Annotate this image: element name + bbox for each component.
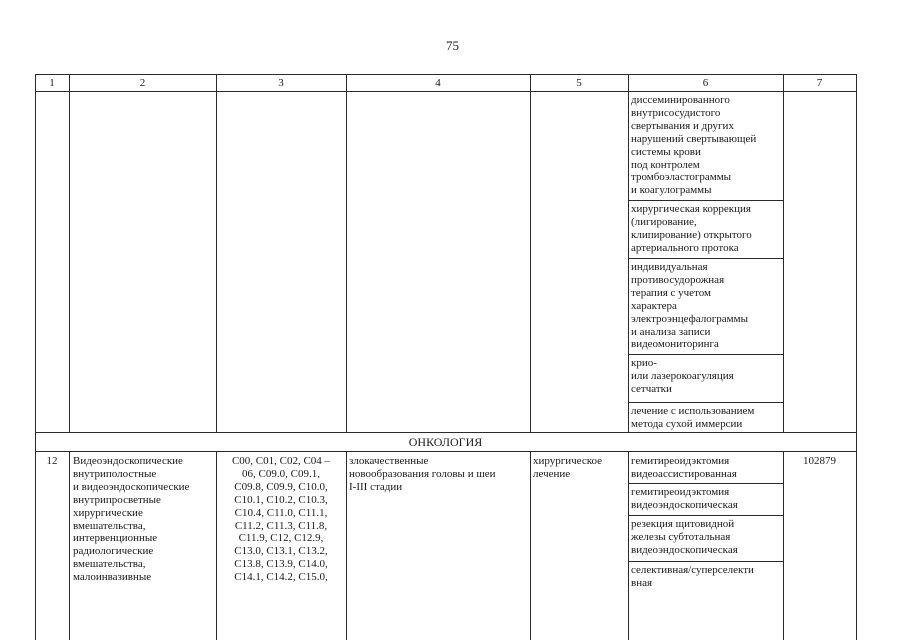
column-header-5: 5 [576, 77, 582, 89]
column-header-4: 4 [435, 77, 441, 89]
page-number: 75 [446, 38, 459, 53]
patient-model: злокачественные новообразования головы и шеи I-III стадии [349, 455, 496, 493]
method-cell: хирургическая коррекция (лигирование, клипирование) открытого артериального протока [631, 203, 752, 254]
column-header-7: 7 [816, 77, 823, 89]
method-cell: крио- или лазерокоагуляция сетчатки [631, 357, 734, 395]
method-cell: гемитиреоидэктомия видеоассистированная [631, 455, 737, 480]
cost-value: 102879 [803, 455, 836, 467]
column-header-6: 6 [702, 77, 709, 89]
row-number: 12 [46, 455, 58, 467]
section-title: ОНКОЛОГИЯ [408, 435, 483, 449]
method-cell: гемитиреоидэктомия видеоэндоскопическая [631, 486, 738, 511]
column-header-3: 3 [278, 77, 284, 89]
column-header-1: 1 [49, 77, 55, 89]
method-cell: лечение с использованием метода сухой иммерсии [631, 405, 755, 430]
method-cell: селективная/суперселекти вная [631, 564, 754, 589]
treatment-type: хирургическое лечение [533, 455, 603, 480]
column-header-2: 2 [139, 77, 146, 89]
method-cell: индивидуальная противосудорожная терапия с учетом характера электроэнцефалограммы и анализа записи видеомониторинга [631, 261, 748, 351]
method-cell: резекция щитовидной железы субтотальная видеоэндоскопическая [631, 518, 738, 556]
icd-codes: C00, C01, C02, C04 – 06, C09.0, C09.1, C09.8, C09.9, C10.0, C10.1, C10.2, C10.3, C10.4, C11.0, C11.1, C11.2, C11.3, C11.8, C11.9, C12, C12.9, C13.0, C13.1, C13.2, C13.8, C13.9, C14.0, C14.1, C14.2, C15.0, [231, 455, 331, 584]
method-cell: диссеминированного внутрисосудистого свертывания и других нарушений свертывающей системы крови под контролем тромбоэластограммы и коагулограммы [631, 94, 757, 197]
intervention-name: Видеоэндоскопические внутриполостные и видеоэндоскопические внутрипросветные хирургические вмешательства, интервенционные радиологические вмешательства, малоинвазивные [73, 455, 190, 584]
